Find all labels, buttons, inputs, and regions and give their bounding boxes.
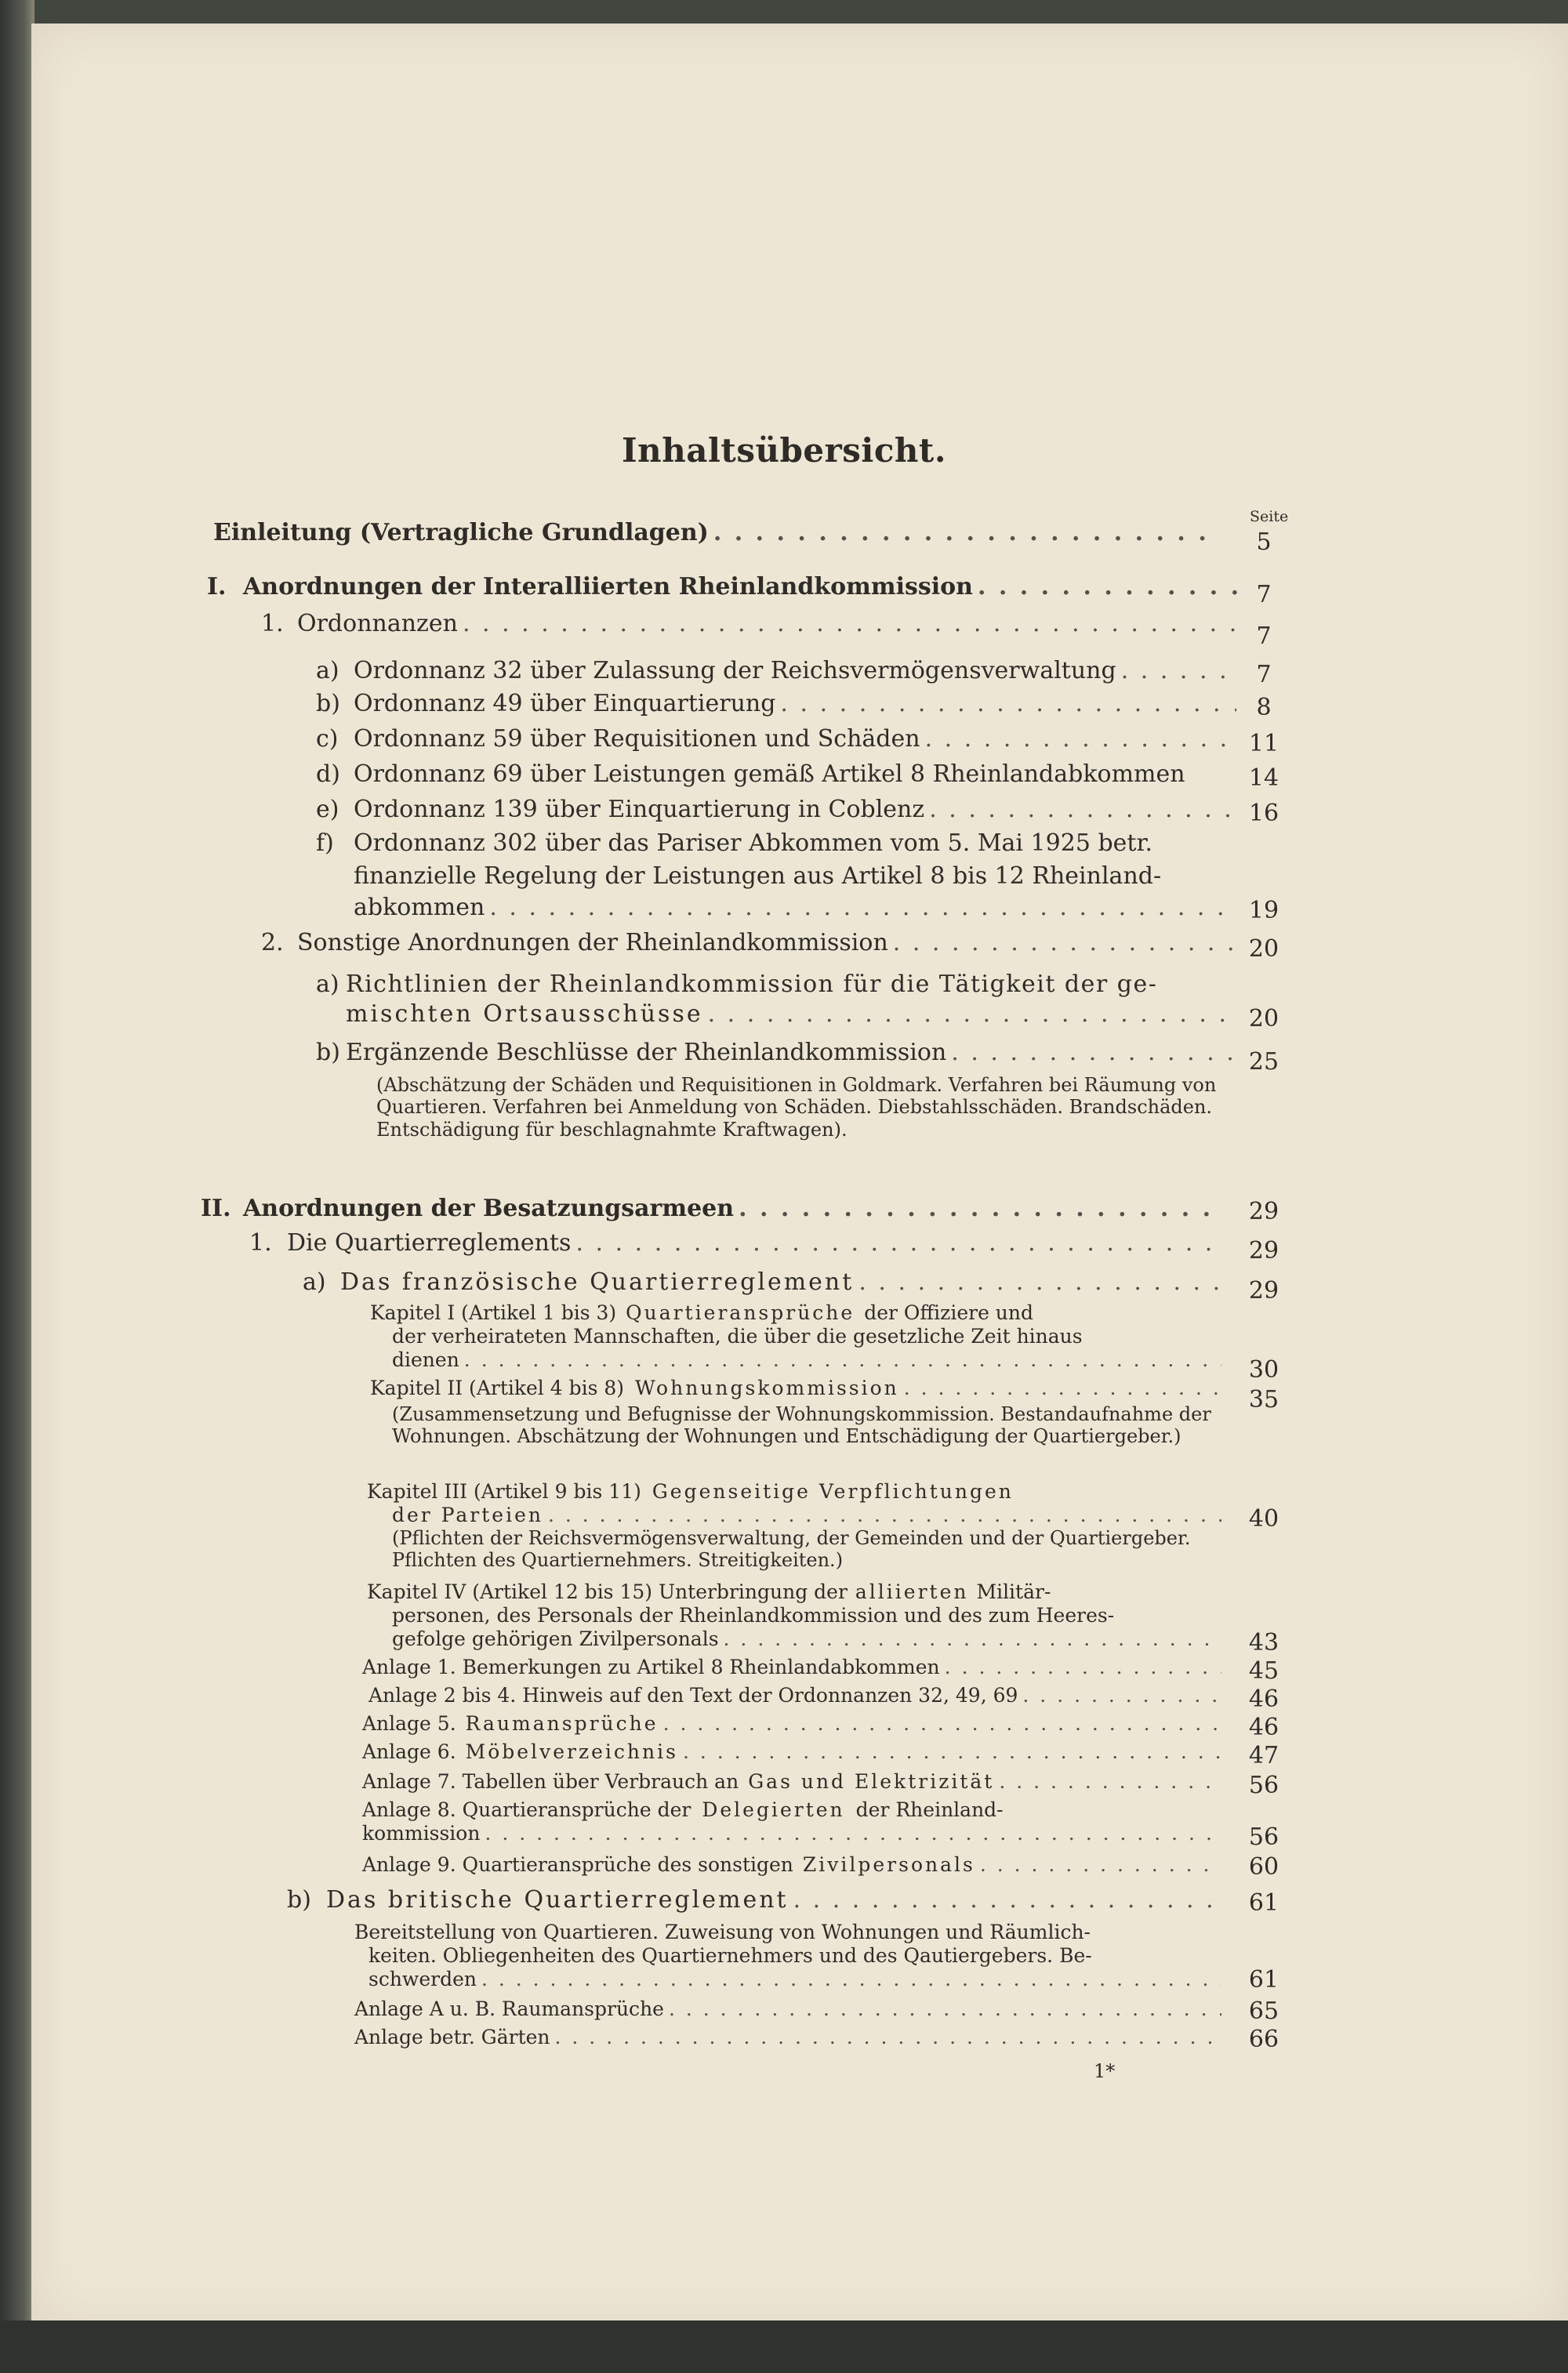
- toc-entry-richtlinien[interactable]: a) Richtlinien der Rheinlandkommission für die Tätigkeit der ge-: [316, 971, 1158, 998]
- page-number: 47: [1248, 1742, 1279, 1769]
- toc-entry-note: (Abschätzung der Schäden und Requisitionen in Goldmark. Verfahren bei Räumung von Quartieren. Verfahren bei Anmeldung von Schäden. Diebstahlsschäden. Brandschäden. Entschädigung für beschlagnahmte Kraftwagen).: [376, 1074, 1217, 1141]
- page-number: 5: [1256, 528, 1272, 556]
- toc-entry-ordonnanz-49[interactable]: b) Ordonnanz 49 über Einquartierung . . .: [316, 690, 1241, 718]
- dot-leader: [739, 1195, 1225, 1223]
- toc-entry-ordonnanzen[interactable]: 1. Ordonnanzen . . .: [261, 610, 1241, 638]
- dot-leader: [708, 1000, 1236, 1029]
- dot-leader: [980, 1853, 1221, 1877]
- page-title: Inhaltsübersicht.: [622, 431, 946, 470]
- dot-leader: [978, 573, 1237, 601]
- dot-leader: [793, 1886, 1221, 1914]
- toc-entry-richtlinien-cont: mischten Ortsausschüsse . . .: [346, 1000, 1241, 1029]
- dot-leader: [945, 1656, 1221, 1679]
- page-number: 29: [1248, 1277, 1279, 1304]
- dot-leader: [683, 1740, 1221, 1764]
- dot-leader: [481, 1968, 1221, 1991]
- page-number: 46: [1248, 1685, 1279, 1713]
- toc-entry-anlage-5[interactable]: Anlage 5. Raumansprüche . . .: [362, 1712, 1226, 1736]
- toc-entry-note: (Pflichten der Reichsvermögensverwaltung, der Gemeinden und der Quartiergeber. Pflichten des Quartiernehmers. Streitigkeiten.): [392, 1527, 1191, 1572]
- dot-leader: [713, 519, 1220, 547]
- page-number: 7: [1256, 622, 1272, 650]
- page-number: 8: [1256, 694, 1272, 721]
- page-number: 20: [1248, 1005, 1279, 1032]
- toc-entry-ordonnanz-302-cont: abkommen . . .: [354, 894, 1241, 922]
- page-number: 29: [1248, 1237, 1279, 1265]
- dot-leader: [929, 796, 1236, 824]
- page-number: 46: [1248, 1714, 1279, 1741]
- toc-entry-anlage-1[interactable]: Anlage 1. Bemerkungen zu Artikel 8 Rheinlandabkommen . . .: [362, 1656, 1226, 1679]
- page-number: 30: [1248, 1356, 1279, 1384]
- toc-entry-kapitel-4-cont: personen, des Personals der Rheinlandkommission und des zum Heeres-: [392, 1604, 1115, 1627]
- toc-entry-britisches-reglement[interactable]: b) Das britische Quartierreglement . . .: [287, 1886, 1226, 1914]
- dot-leader: [780, 690, 1236, 718]
- dot-leader: [555, 2026, 1221, 2049]
- page-number: 60: [1248, 1853, 1279, 1881]
- page-number: 14: [1248, 764, 1279, 792]
- page-number: 43: [1248, 1629, 1279, 1656]
- toc-entry-ordonnanz-59[interactable]: c) Ordonnanz 59 über Requisitionen und Schäden . . .: [316, 725, 1241, 753]
- page-number: 20: [1248, 935, 1279, 963]
- toc-entry-ordonnanz-139[interactable]: e) Ordonnanz 139 über Einquartierung in Coblenz . . .: [316, 796, 1241, 824]
- toc-entry-bereitstellung-cont: keiten. Obliegenheiten des Quartiernehmers und des Qautiergebers. Be-: [368, 1944, 1092, 1967]
- toc-entry-anlage-7[interactable]: Anlage 7. Tabellen über Verbrauch an Gas und Elektrizität . . .: [362, 1770, 1226, 1794]
- dot-leader: [463, 610, 1236, 638]
- dot-leader: [489, 894, 1236, 922]
- dot-leader: [858, 1268, 1225, 1297]
- dot-leader: [575, 1229, 1225, 1257]
- page-number: 61: [1248, 1889, 1279, 1917]
- toc-entry-note: (Zusammensetzung und Befugnisse der Wohnungskommission. Bestandaufnahme der Wohnungen. Abschätzung der Wohnungen und Entschädigung der Quartiergeber.): [392, 1403, 1211, 1448]
- toc-entry-anlage-8[interactable]: Anlage 8. Quartieransprüche der Delegierten der Rheinland-: [362, 1798, 1004, 1821]
- toc-entry-ergaenzende-beschluesse[interactable]: b) Ergänzende Beschlüsse der Rheinlandkommission . . .: [316, 1039, 1241, 1067]
- toc-entry-section-1[interactable]: I. Anordnungen der Interalliierten Rheinlandkommission . . .: [207, 573, 1242, 601]
- page-number: 16: [1248, 800, 1279, 827]
- toc-entry-kapitel-4[interactable]: Kapitel IV (Artikel 12 bis 15) Unterbringung der alliierten Militär-: [367, 1580, 1051, 1603]
- dot-leader: [925, 725, 1236, 753]
- toc-entry-franzoesisches-reglement[interactable]: a) Das französische Quartierreglement . . .: [303, 1268, 1229, 1297]
- page-number: 19: [1248, 897, 1279, 924]
- dot-leader: [669, 1997, 1221, 2021]
- dot-leader: [999, 1770, 1221, 1794]
- toc-entry-anlage-a-b[interactable]: Anlage A u. B. Raumansprüche . . .: [354, 1997, 1226, 2021]
- page-column-header: Seite: [1250, 508, 1289, 525]
- page-number: 45: [1248, 1657, 1279, 1685]
- page-number: 7: [1256, 581, 1272, 608]
- toc-entry-anlage-9[interactable]: Anlage 9. Quartieransprüche des sonstigen Zivilpersonals . . .: [362, 1853, 1226, 1877]
- page-number: 25: [1248, 1048, 1279, 1076]
- page-number: 65: [1248, 1997, 1279, 2025]
- dot-leader: [1121, 657, 1236, 685]
- toc-entry-kapitel-3[interactable]: Kapitel III (Artikel 9 bis 11) Gegenseitige Verpflichtungen: [367, 1480, 1014, 1503]
- toc-entry-anlage-gaerten[interactable]: Anlage betr. Gärten . . .: [354, 2026, 1226, 2049]
- toc-entry-quartierreglements[interactable]: 1. Die Quartierreglements . . .: [249, 1229, 1229, 1257]
- toc-entry-section-2[interactable]: II. Anordnungen der Besatzungsarmeen . . .: [201, 1195, 1229, 1223]
- toc-entry-ordonnanz-69[interactable]: d) Ordonnanz 69 über Leistungen gemäß Artikel 8 Rheinlandabkommen: [316, 760, 1185, 788]
- folio-signature: 1*: [1094, 2060, 1116, 2082]
- toc-entry-ordonnanz-302[interactable]: f) Ordonnanz 302 über das Pariser Abkommen vom 5. Mai 1925 betr.: [316, 829, 1153, 857]
- dot-leader: [548, 1504, 1221, 1527]
- dot-leader: [904, 1377, 1225, 1400]
- toc-entry-kapitel-1-cont: dienen . . .: [392, 1348, 1226, 1372]
- page-number: 29: [1248, 1198, 1279, 1225]
- page-number: 61: [1248, 1966, 1279, 1994]
- dot-leader: [1022, 1684, 1221, 1707]
- scan-binding-edge: [0, 0, 34, 2373]
- dot-leader: [893, 929, 1236, 957]
- toc-entry-sonstige-anordnungen[interactable]: 2. Sonstige Anordnungen der Rheinlandkommission . . .: [261, 929, 1241, 957]
- toc-entry-bereitstellung-cont: schwerden . . .: [368, 1968, 1226, 1991]
- toc-entry-anlage-2-4[interactable]: Anlage 2 bis 4. Hinweis auf den Text der Ordonnanzen 32, 49, 69 . . .: [368, 1684, 1226, 1707]
- scan-bottom-border: [0, 2320, 1568, 2373]
- toc-entry-kapitel-4-cont: gefolge gehörigen Zivilpersonals . . .: [392, 1627, 1226, 1651]
- toc-entry-kapitel-2[interactable]: Kapitel II (Artikel 4 bis 8) Wohnungskommission . . .: [370, 1377, 1229, 1400]
- dot-leader: [464, 1348, 1221, 1372]
- toc-entry-kapitel-3-cont: der Parteien . . .: [392, 1504, 1226, 1527]
- page-number: 7: [1256, 661, 1272, 688]
- dot-leader: [724, 1627, 1221, 1651]
- page-number: 56: [1248, 1772, 1279, 1799]
- page-number: 66: [1248, 2026, 1279, 2053]
- toc-entry-anlage-6[interactable]: Anlage 6. Möbelverzeichnis . . .: [362, 1740, 1226, 1764]
- page-number: 40: [1248, 1505, 1279, 1533]
- page-number: 35: [1248, 1386, 1279, 1413]
- dot-leader: [663, 1712, 1221, 1736]
- toc-entry-ordonnanz-32[interactable]: a) Ordonnanz 32 über Zulassung der Reichsvermögensverwaltung . . .: [316, 657, 1241, 685]
- toc-entry-ordonnanz-302-cont: finanzielle Regelung der Leistungen aus Artikel 8 bis 12 Rheinland-: [354, 862, 1162, 890]
- toc-entry-kapitel-1[interactable]: Kapitel I (Artikel 1 bis 3) Quartieransprüche der Offiziere und: [370, 1301, 1034, 1324]
- dot-leader: [485, 1822, 1221, 1845]
- page-number: 56: [1248, 1823, 1279, 1851]
- toc-entry-einleitung[interactable]: Einleitung (Vertragliche Grundlagen) . . .: [213, 519, 1225, 547]
- page-number: 11: [1248, 730, 1279, 757]
- toc-entry-bereitstellung[interactable]: Bereitstellung von Quartieren. Zuweisung von Wohnungen und Räumlich-: [354, 1921, 1091, 1943]
- toc-entry-anlage-8-cont: kommission . . .: [362, 1822, 1226, 1845]
- toc-entry-kapitel-1-cont: der verheirateten Mannschaften, die über die gesetzliche Zeit hinaus: [392, 1325, 1083, 1348]
- dot-leader: [951, 1039, 1236, 1067]
